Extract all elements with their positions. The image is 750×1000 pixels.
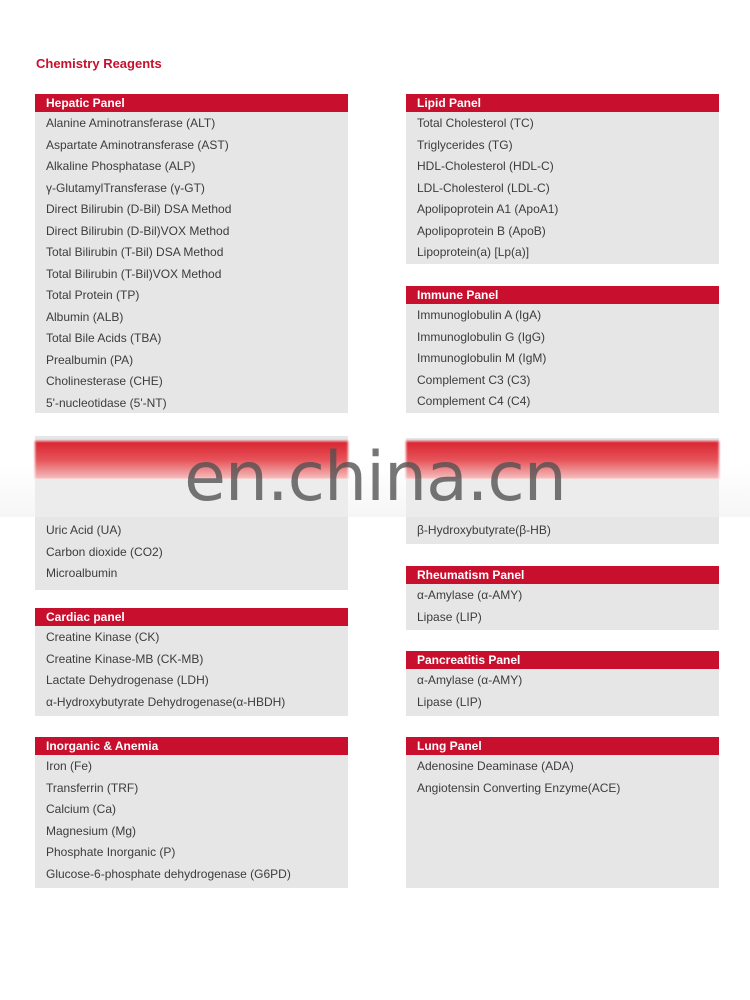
panel-items [406,304,719,417]
panel-header: Inorganic & Anemia [35,737,348,755]
list-item: Lipase (LIP) [417,694,482,709]
list-item: Total Protein (TP) [46,288,140,302]
panel-rheumatism [406,566,719,630]
panel-header: Pancreatitis Panel [406,651,719,669]
list-item: Alkaline Phosphatase (ALP) [46,159,196,173]
list-item: Total Bile Acids (TBA) [46,331,162,345]
list-item: Apolipoprotein B (ApoB) [417,223,546,238]
panel-header: Hepatic Panel [35,94,348,112]
list-item: LDL-Cholesterol (LDL-C) [417,180,550,195]
panel-items [406,112,719,268]
panel-items [406,755,719,803]
panel-header: Lung Panel [406,737,719,755]
list-item: Adenosine Deaminase (ADA) [417,759,574,773]
list-item: Creatine Kinase-MB (CK-MB) [46,651,204,666]
list-item: Creatine Kinase (CK) [46,630,160,644]
panel-header: Cardiac panel [35,608,348,626]
list-item: α-Amylase (α-AMY) [417,588,523,602]
list-item: Total Cholesterol (TC) [417,116,534,130]
panel-cardiac [35,608,348,716]
list-item: Triglycerides (TG) [417,137,513,152]
list-item: Cholinesterase (CHE) [46,374,163,388]
list-item: HDL-Cholesterol (HDL-C) [417,159,554,173]
list-item: Magnesium (Mg) [46,823,137,838]
list-item: Carbon dioxide (CO2) [46,544,163,559]
panel-pancreatitis [406,651,719,716]
panel-items [406,669,719,717]
list-item: Iron (Fe) [46,759,93,773]
list-item: Alanine Aminotransferase (ALT) [46,116,216,130]
panel-items [35,755,348,889]
list-item: Lipoprotein(a) [Lp(a)] [417,245,530,259]
panel-inorganic-anemia [35,737,348,888]
list-item: Lactate Dehydrogenase (LDH) [46,673,209,687]
list-item: Total Bilirubin (T-Bil) DSA Method [46,245,224,259]
panel-header: Lipid Panel [406,94,719,112]
panel-lipid [406,94,719,264]
list-item: Calcium (Ca) [46,802,117,816]
list-item: Direct Bilirubin (D-Bil)VOX Method [46,223,230,238]
panel-header: Immune Panel [406,286,719,304]
list-item: Immunoglobulin G (IgG) [417,329,546,344]
panel-immune [406,286,719,413]
list-item: 5'-nucleotidase (5'-NT) [46,395,167,410]
list-item: Direct Bilirubin (D-Bil) DSA Method [46,202,232,216]
list-item: Phosphate Inorganic (P) [46,845,176,859]
list-item: Total Bilirubin (T-Bil)VOX Method [46,266,222,281]
list-item: Uric Acid (UA) [46,523,122,537]
list-item: γ-GlutamylTransferase (γ-GT) [46,180,205,195]
panel-items [35,626,348,717]
panel-lung [406,737,719,888]
list-item: Microalbumin [46,566,118,580]
list-item: α-Hydroxybutyrate Dehydrogenase(α-HBDH) [46,694,286,709]
panel-items [406,584,719,632]
panel-hepatic [35,94,348,413]
panel-items [35,112,348,418]
list-item: Complement C4 (C4) [417,394,531,408]
list-item: Lipase (LIP) [417,609,482,624]
list-item: Immunoglobulin A (IgA) [417,308,542,322]
list-item: Aspartate Aminotransferase (AST) [46,137,229,152]
page-title: Chemistry Reagents [36,56,162,71]
list-item: Glucose-6-phosphate dehydrogenase (G6PD) [46,866,291,881]
list-item: Transferrin (TRF) [46,780,139,795]
list-item: Albumin (ALB) [46,309,124,324]
watermark: en.china.cn [184,438,566,517]
panel-items [35,519,348,589]
list-item: Complement C3 (C3) [417,372,531,387]
list-item: Angiotensin Converting Enzyme(ACE) [417,780,621,795]
panel-header: Rheumatism Panel [406,566,719,584]
list-item: β-Hydroxybutyrate(β-HB) [417,523,551,537]
list-item: Apolipoprotein A1 (ApoA1) [417,202,559,216]
list-item: Immunoglobulin M (IgM) [417,351,547,365]
panel-items [406,519,719,546]
list-item: α-Amylase (α-AMY) [417,673,523,687]
list-item: Prealbumin (PA) [46,352,134,367]
